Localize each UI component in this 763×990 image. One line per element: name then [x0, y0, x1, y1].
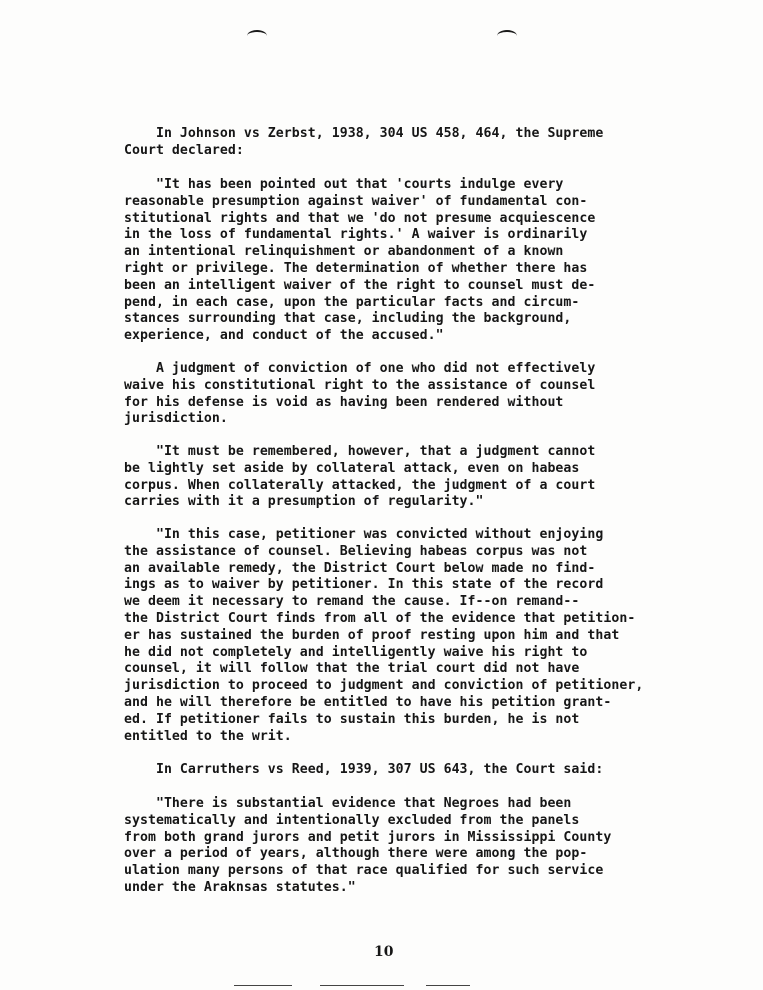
page-number: 10: [374, 944, 394, 960]
footer-rule: [234, 985, 292, 986]
paragraph-judgment-void: A judgment of conviction of one who did not effectively waive his constitutional right to the assistance of counsel for his defense is void as having been rendered without jurisdiction.: [124, 361, 596, 427]
quote-remand-case: "In this case, petitioner was convicted without enjoying the assistance of counsel. Believing habeas corpus was not an available remedy, the District Court below made no find- ings as to waiver by petitioner. In this state of the record we deem it necessary to remand the cause. If--on remand-- the District Court finds from all of the evidence that petition- er has sustained the burden of proof resting upon him and that he did not completely and intelligently waive his right to counsel, it will follow that the trial court did not have jurisdiction to proceed to judgment and conviction of petitioner, and he will therefore be entitled to have his petition grant- ed. If petitioner fails to sustain this burden, he is not entitled to the writ.: [124, 527, 644, 744]
quote-collateral-attack: "It must be remembered, however, that a judgment cannot be lightly set aside by collateral attack, even on habeas corpus. When collaterally attacked, the judgment of a court carries with it a presumption of regularity.": [124, 444, 596, 510]
quote-carruthers-exclusion: "There is substantial evidence that Negroes had been systematically and intentionally excluded from the panels from both grand jurors and petit jurors in Mississippi County over a period of years, although there were among the pop- ulation many persons of that race qualified for such service under the Araknsas statutes.": [124, 796, 612, 895]
quote-johnson-waiver: "It has been pointed out that 'courts indulge every reasonable presumption against waiver' of fundamental con- stitutional rights and that we 'do not presume acquiescence in the loss of fundamental rights.' A waiver is ordinarily an intentional relinquishment or abandonment of a known right or privilege. The determination of whether there has been an intelligent waiver of the right to counsel must de- pend, in each case, upon the particular facts and circum- stances surrounding that case, including the background, experience, and conduct of the accused.": [124, 177, 596, 344]
footer-rule: [426, 985, 470, 986]
scan-corner-mark-right: [497, 30, 517, 42]
paragraph-carruthers-intro: In Carruthers vs Reed, 1939, 307 US 643, the Court said:: [124, 762, 604, 777]
scan-corner-mark-left: [247, 30, 267, 42]
paragraph-johnson-intro: In Johnson vs Zerbst, 1938, 304 US 458, 464, the Supreme Court declared:: [124, 126, 604, 158]
footer-rule: [320, 985, 404, 986]
